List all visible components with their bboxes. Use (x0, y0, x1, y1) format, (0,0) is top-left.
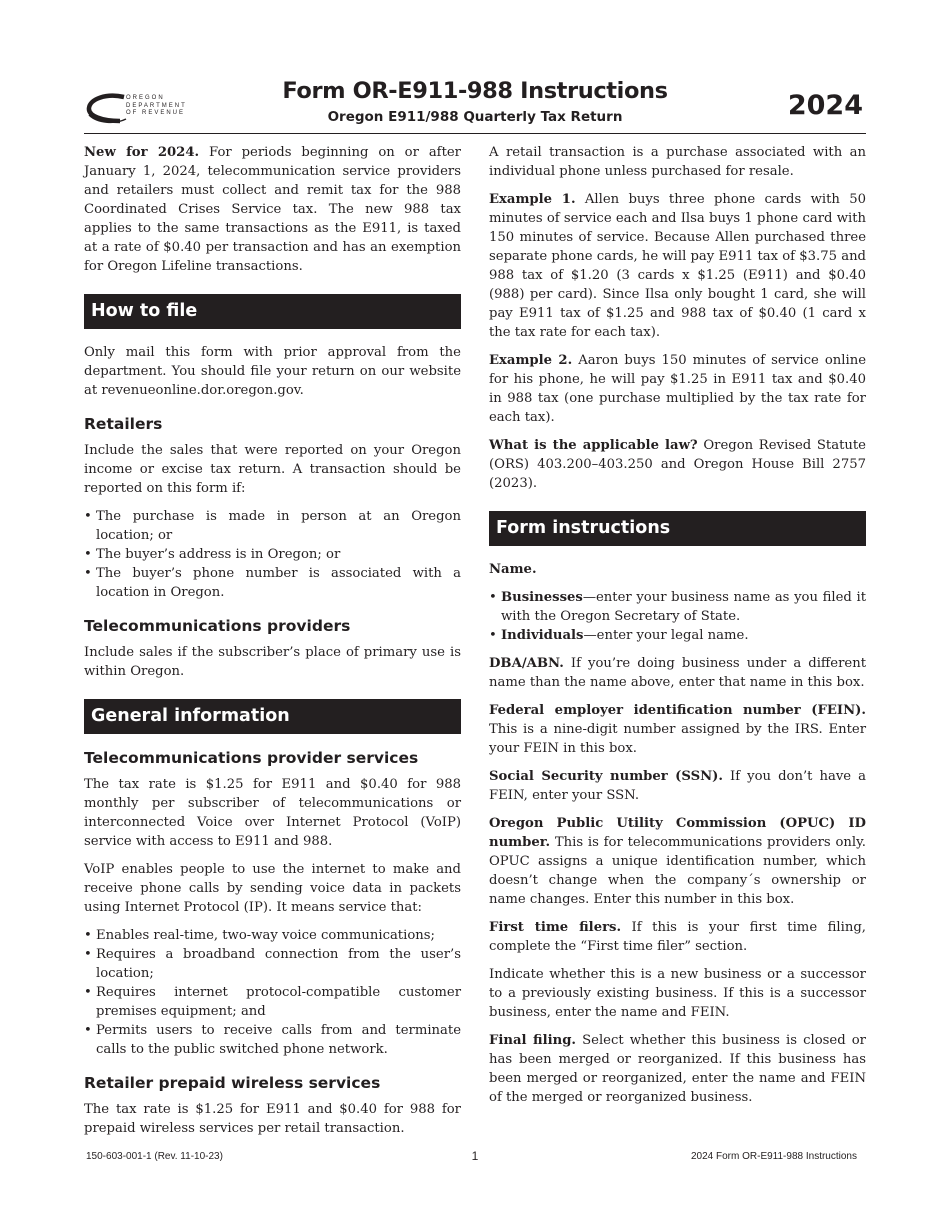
name-label-paragraph (489, 560, 866, 579)
form-year: 2024 (787, 90, 863, 121)
final-filing-paragraph (489, 1031, 866, 1107)
logo-line-2: DEPARTMENT (126, 102, 187, 109)
telecom-text: Include sales if the subscriber’s place of primary use is within Oregon. (84, 645, 461, 679)
logo-line-1: OREGON (126, 95, 165, 101)
footer-form-title: 2024 Form OR-E911-988 Instructions (690, 1151, 857, 1162)
list-item: • The buyer’s phone number is associated with a location in Oregon. (84, 564, 461, 602)
footer-page-number: 1 (471, 1149, 479, 1163)
list-item: • Enables real-time, two-way voice communications; (84, 926, 461, 945)
successor-paragraph: Indicate whether this is a new business or a successor to a previously existing business. If this is a successor business, enter the name and FEIN. (489, 967, 866, 1020)
list-item (489, 626, 866, 645)
applicable-law-paragraph (489, 436, 866, 493)
how-to-file-text: Only mail this form with prior approval from the department. You should file your return on our website at revenueonline.dor.oregon.gov. (84, 345, 461, 398)
provider-services-text: The tax rate is $1.25 for E911 and $0.40 for 988 monthly per subscriber of telecommunications or interconnected Voice over Internet Protocol (VoIP) service with access to E911 and 988. (84, 777, 461, 849)
footer-form-number: 150-603-001-1 (Rev. 11-10-23) (86, 1151, 223, 1162)
bullet-lead: Businesses (501, 590, 583, 605)
ssn-paragraph (489, 767, 866, 805)
list-item: • Requires internet protocol-compatible customer premises equipment; and (84, 983, 461, 1021)
first-time-filers-lead: First time filers. (489, 920, 622, 935)
dba-text: If you’re doing business under a different name than the name above, enter that name in this box. (489, 656, 866, 690)
list-item: • Requires a broadband connection from the user’s location; (84, 945, 461, 983)
bullet-text: —enter your legal name. (583, 628, 749, 643)
retailers-text: Include the sales that were reported on your Oregon income or excise tax return. A transaction should be reported on this form if: (84, 443, 461, 496)
bullet-lead: Individuals (501, 628, 584, 643)
final-filing-lead: Final filing. (489, 1033, 577, 1048)
header-divider (84, 133, 866, 134)
first-time-filers-text: If this is your first time filing, complete the “First time filer” section. (489, 920, 866, 954)
logo-line-3: OF REVENUE (126, 110, 186, 116)
subheading-telecom-providers: Telecommunications providers (84, 617, 351, 635)
example-2-text: Aaron buys 150 minutes of service online for his phone, he will pay $1.25 in E911 tax and $0.40 in 988 tax (one purchase multiplied by the tax rate for each tax). (489, 353, 866, 425)
page-title: Form OR-E911-988 Instructions (282, 78, 668, 104)
page-subtitle: Oregon E911/988 Quarterly Tax Return (327, 109, 623, 125)
example-1-paragraph (489, 190, 866, 342)
example-2-paragraph (489, 351, 866, 427)
fein-lead: Federal employer identification number (FEIN). (489, 703, 866, 718)
intro-lead: New for 2024. (84, 145, 200, 160)
voip-bullet-list (84, 926, 461, 1059)
logo-wordmark (126, 95, 187, 118)
voip-text: VoIP enables people to use the internet to make and receive phone calls by sending voice data in packets using Internet Protocol (IP). It means service that: (84, 862, 461, 915)
list-item: • The buyer’s address is in Oregon; or (84, 545, 461, 564)
intro-paragraph (84, 143, 461, 276)
opuc-text: This is for telecommunications providers only. OPUC assigns a unique identification number, which doesn’t change when the company´s ownership or name changes. Enter this number in this box. (489, 835, 866, 907)
example-1-lead: Example 1. (489, 192, 576, 207)
dba-lead: DBA/ABN. (489, 656, 564, 671)
right-column (489, 143, 866, 1116)
retail-transaction-definition: A retail transaction is a purchase associated with an individual phone unless purchased for resale. (489, 145, 866, 179)
retailers-bullet-list (84, 507, 461, 602)
bullet-text: —enter your business name as you filed it with the Oregon Secretary of State. (501, 590, 866, 624)
subheading-retailers: Retailers (84, 415, 163, 433)
name-bullet-list (489, 588, 866, 645)
applicable-law-lead: What is the applicable law? (489, 438, 698, 453)
ssn-lead: Social Security number (SSN). (489, 769, 724, 784)
ssn-text: If you don’t have a FEIN, enter your SSN. (489, 769, 866, 803)
list-item: • The purchase is made in person at an Oregon location; or (84, 507, 461, 545)
fein-text: This is a nine-digit number assigned by the IRS. Enter your FEIN in this box. (489, 722, 866, 756)
prepaid-text: The tax rate is $1.25 for E911 and $0.40 for 988 for prepaid wireless services per retail transaction. (84, 1102, 461, 1136)
example-1-text: Allen buys three phone cards with 50 minutes of service each and Ilsa buys 1 phone card with 150 minutes of service. Because Allen purchased three separate phone cards, he will pay E911 tax of $3.75 and 988 tax of $1.20 (3 cards x $1.25 (E911) and $0.40 (988) per card). Since Ilsa only bought 1 card, she will pay E911 tax of $1.25 and 988 tax of $0.40 (1 card x the tax rate for each tax). (489, 192, 866, 340)
section-heading-form-instructions: Form instructions (489, 511, 866, 546)
intro-text: For periods beginning on or after January 1, 2024, telecommunication service providers and retailers must collect and remit tax for the 988 Coordinated Crises Service tax. The new 988 tax applies to the same transactions as the E911, is taxed at a rate of $0.40 per transaction and has an exemption for Oregon Lifeline transactions. (84, 145, 461, 274)
example-2-lead: Example 2. (489, 353, 573, 368)
subheading-prepaid-wireless: Retailer prepaid wireless services (84, 1074, 381, 1092)
section-heading-how-to-file: How to file (84, 294, 461, 329)
section-heading-general-information: General information (84, 699, 461, 734)
dba-paragraph (489, 654, 866, 692)
first-time-filers-paragraph (489, 918, 866, 956)
opuc-paragraph (489, 814, 866, 909)
final-filing-text: Select whether this business is closed or has been merged or reorganized. If this business has been merged or reorganized, enter the name and FEIN of the merged or reorganized business. (489, 1033, 866, 1105)
list-item: • Permits users to receive calls from and terminate calls to the public switched phone network. (84, 1021, 461, 1059)
left-column (84, 143, 461, 1147)
list-item (489, 588, 866, 626)
opuc-lead: Oregon Public Utility Commission (OPUC) ID number. (489, 816, 866, 850)
fein-paragraph (489, 701, 866, 758)
subheading-provider-services: Telecommunications provider services (84, 749, 419, 767)
name-label: Name. (489, 562, 537, 577)
applicable-law-text: Oregon Revised Statute (ORS) 403.200–403.250 and Oregon House Bill 2757 (2023). (489, 438, 866, 491)
